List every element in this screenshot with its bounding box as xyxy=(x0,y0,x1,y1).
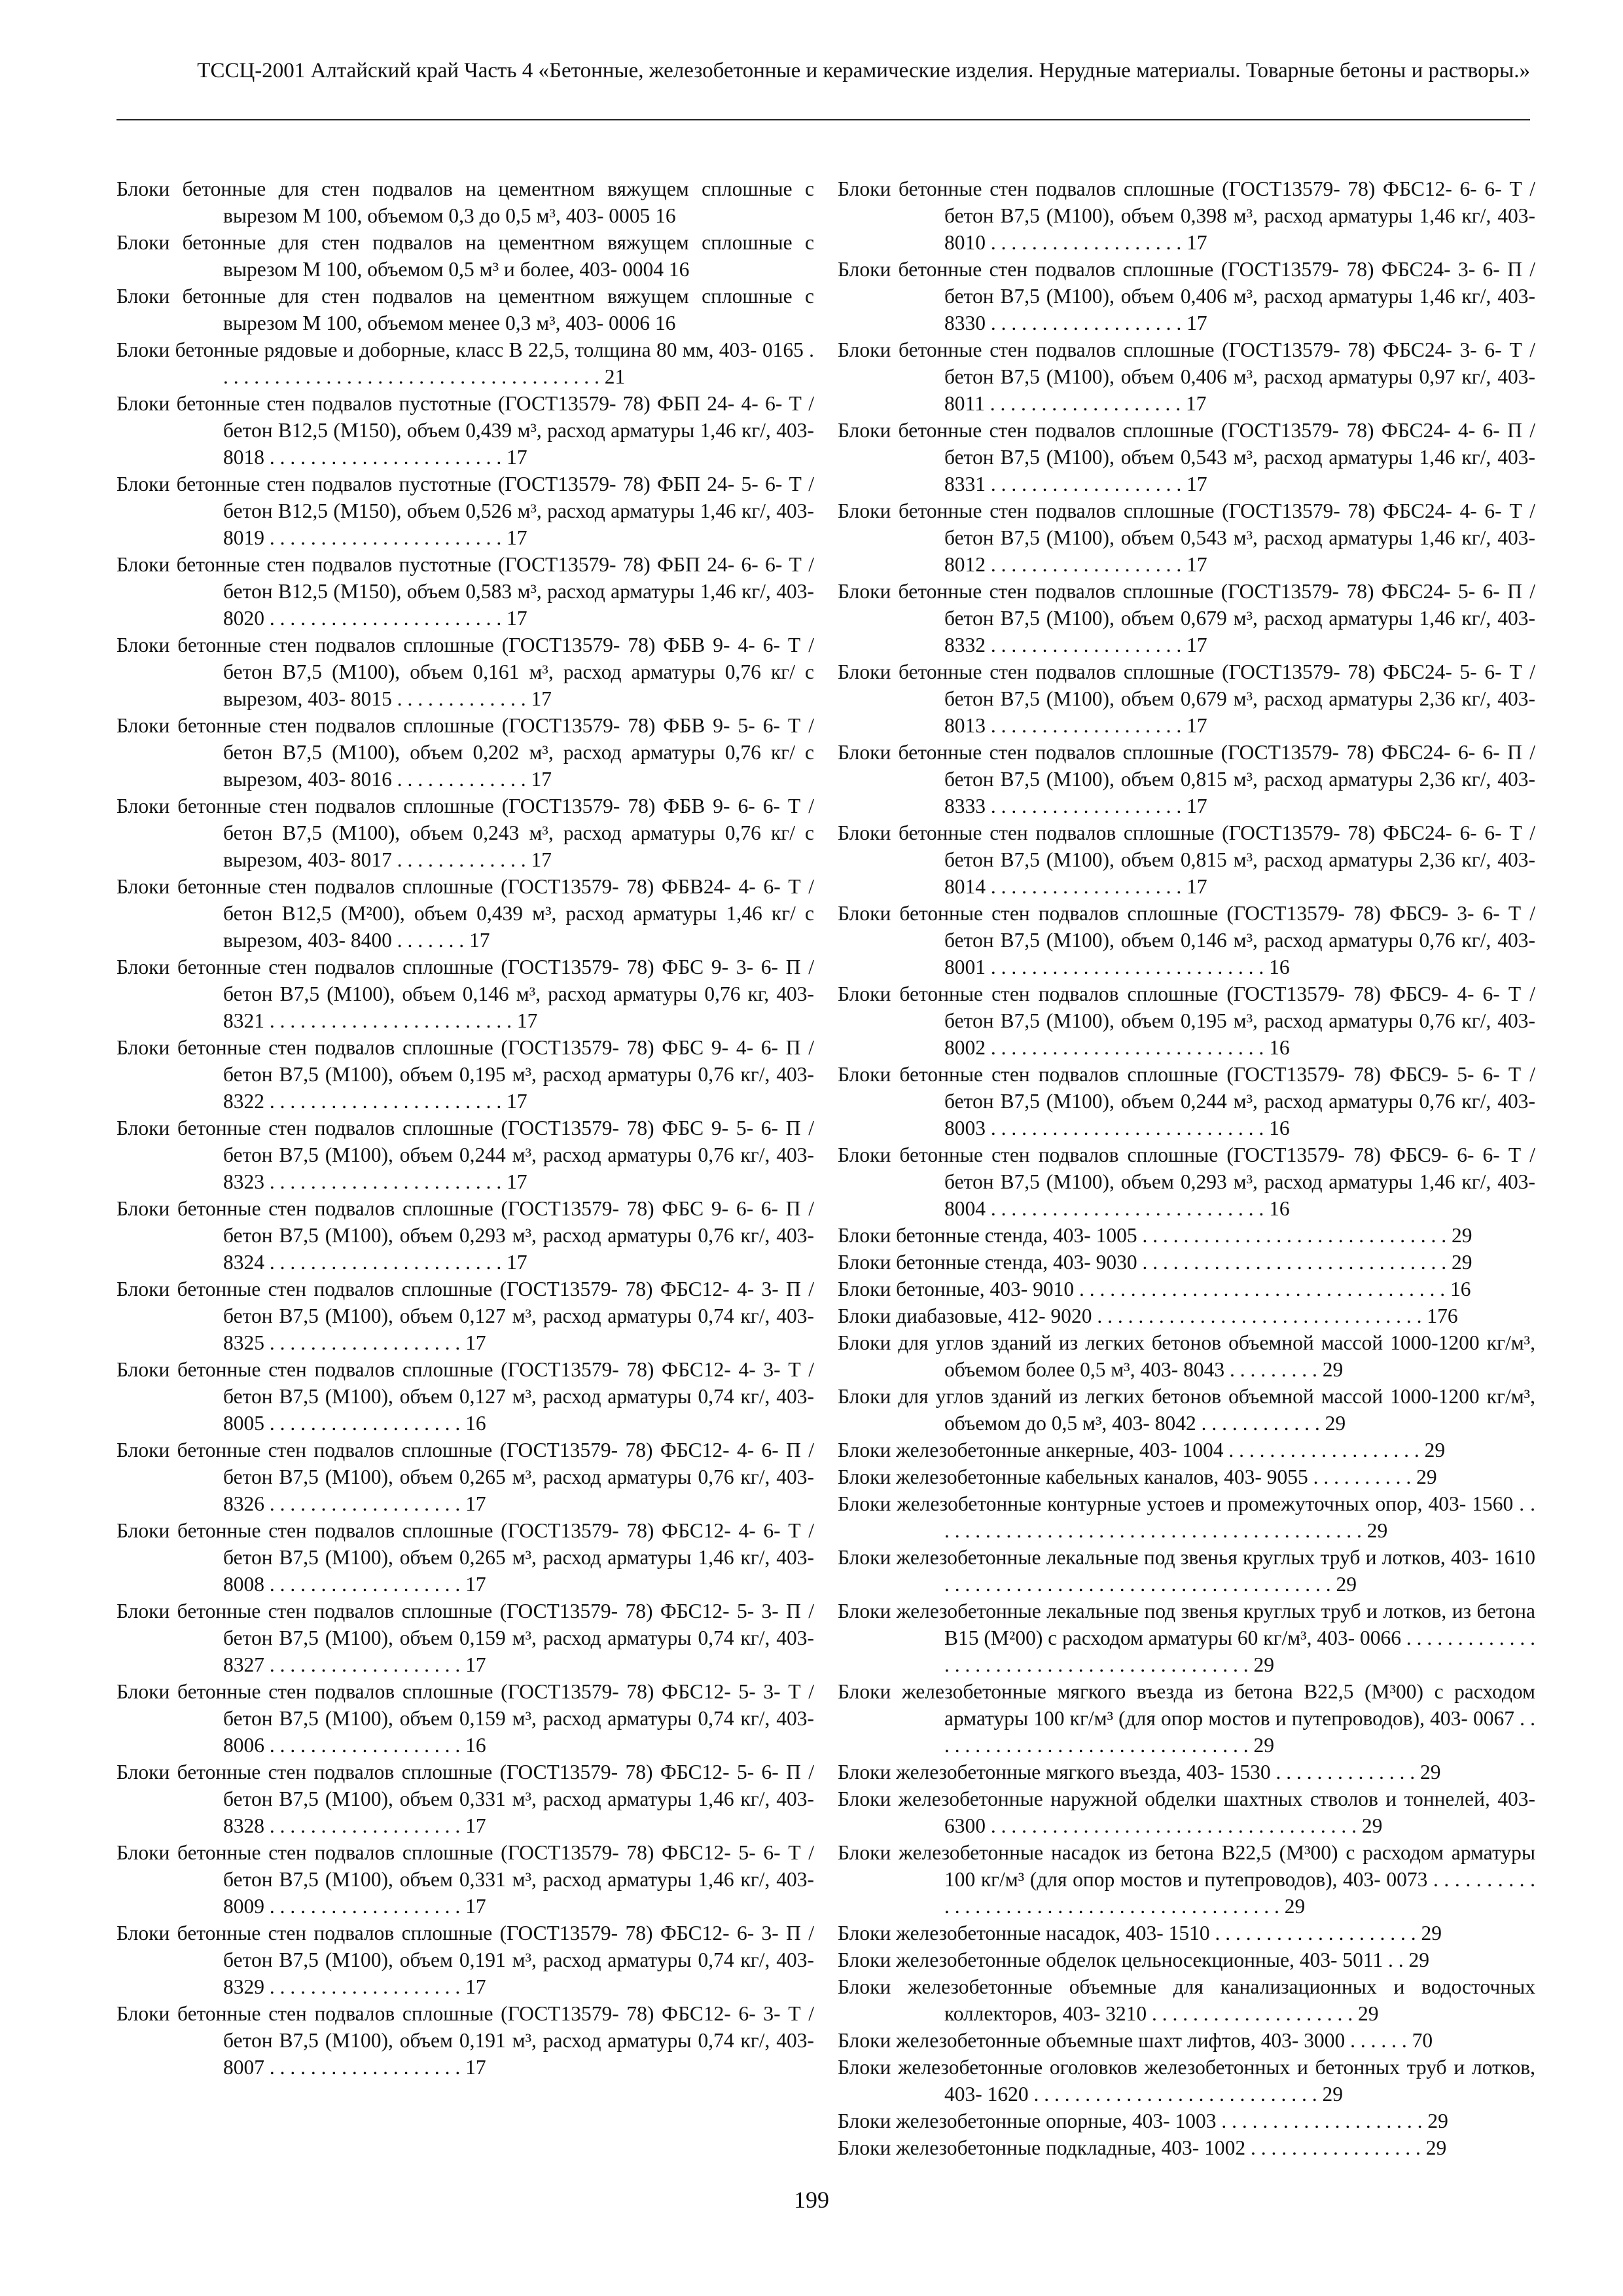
index-entry: Блоки бетонные стен подвалов сплошные (ГОСТ13579- 78) ФБС12- 4- 6- П /бетон В7,5 (М100), объем 0,265 м³, расход арматуры 0,76 кг/, 403- 8326 . . . . . . . . . . . . . . . . . . . 17 xyxy=(116,1439,814,1515)
index-entry: Блоки железобетонные оголовков железобетонных и бетонных труб и лотков, 403- 1620 . . . . . . . . . . . . . . . . . . . . . . . . . . . . 29 xyxy=(838,2056,1535,2106)
index-entry: Блоки бетонные стен подвалов сплошные (ГОСТ13579- 78) ФБВ 9- 4- 6- Т /бетон В7,5 (М100), объем 0,161 м³, расход арматуры 0,76 кг/ с вырезом, 403- 8015 . . . . . . . . . . . . . 17 xyxy=(116,634,814,710)
index-entry: Блоки бетонные, 403- 9010 . . . . . . . . . . . . . . . . . . . . . . . . . . . . . . . . . . . . 16 xyxy=(838,1278,1471,1300)
index-entry: Блоки бетонные стен подвалов пустотные (ГОСТ13579- 78) ФБП 24- 5- 6- Т /бетон В12,5 (М150), объем 0,526 м³, расход арматуры 1,46 кг/, 403- 8019 . . . . . . . . . . . . . . . . . . . . . . . 17 xyxy=(116,473,814,549)
index-column-left xyxy=(116,175,814,2081)
page-number: 199 xyxy=(794,2187,829,2213)
index-entry: Блоки бетонные стен подвалов сплошные (ГОСТ13579- 78) ФБС12- 5- 3- П /бетон В7,5 (М100), объем 0,159 м³, расход арматуры 0,74 кг/, 403- 8327 . . . . . . . . . . . . . . . . . . . 17 xyxy=(116,1600,814,1676)
index-entry: Блоки железобетонные объемные для канализационных и водосточных коллекторов, 403- 3210 . . . . . . . . . . . . . . . . . . . . 29 xyxy=(838,1975,1535,2025)
index-entry: Блоки бетонные стен подвалов сплошные (ГОСТ13579- 78) ФБС12- 4- 3- Т /бетон В7,5 (М100), объем 0,127 м³, расход арматуры 0,74 кг/, 403- 8005 . . . . . . . . . . . . . . . . . . . 16 xyxy=(116,1358,814,1435)
index-entry: Блоки железобетонные насадок из бетона В22,5 (М³00) с расходом арматуры 100 кг/м³ (для опор мостов и путепроводов), 403- 0073 . . . . . . . . . . . . . . . . . . . . . . . . . . . . . . . . . . . . . . . . . . . 29 xyxy=(838,1841,1535,1918)
index-entry: Блоки бетонные стен подвалов сплошные (ГОСТ13579- 78) ФБС12- 4- 3- П /бетон В7,5 (М100), объем 0,127 м³, расход арматуры 0,74 кг/, 403- 8325 . . . . . . . . . . . . . . . . . . . 17 xyxy=(116,1278,814,1354)
index-entry: Блоки бетонные стен подвалов сплошные (ГОСТ13579- 78) ФБС9- 5- 6- Т /бетон В7,5 (М100), объем 0,244 м³, расход арматуры 0,76 кг/, 403- 8003 . . . . . . . . . . . . . . . . . . . . . . . . . . . 16 xyxy=(838,1063,1535,1139)
index-entry: Блоки бетонные для стен подвалов на цементном вяжущем сплошные с вырезом М 100, объемом менее 0,3 м³, 403- 0006 16 xyxy=(116,285,814,334)
index-entry: Блоки бетонные стен подвалов сплошные (ГОСТ13579- 78) ФБС 9- 5- 6- П /бетон В7,5 (М100), объем 0,244 м³, расход арматуры 0,76 кг/, 403- 8323 . . . . . . . . . . . . . . . . . . . . . . . 17 xyxy=(116,1117,814,1193)
index-entry: Блоки железобетонные мягкого въезда из бетона В22,5 (М³00) с расходом арматуры 100 кг/м³ (для опор мостов и путепроводов), 403- 0067 . . . . . . . . . . . . . . . . . . . . . . . . . . . . . . . . 29 xyxy=(838,1680,1535,1757)
index-entry: Блоки железобетонные анкерные, 403- 1004 . . . . . . . . . . . . . . . . . . . 29 xyxy=(838,1439,1446,1462)
index-entry: Блоки бетонные стен подвалов сплошные (ГОСТ13579- 78) ФБС24- 4- 6- П /бетон В7,5 (М100), объем 0,543 м³, расход арматуры 1,46 кг/, 403- 8331 . . . . . . . . . . . . . . . . . . . 17 xyxy=(838,419,1535,495)
index-entry: Блоки бетонные стен подвалов сплошные (ГОСТ13579- 78) ФБС24- 6- 6- Т /бетон В7,5 (М100), объем 0,815 м³, расход арматуры 2,36 кг/, 403- 8014 . . . . . . . . . . . . . . . . . . . 17 xyxy=(838,821,1535,898)
index-entry: Блоки бетонные стен подвалов сплошные (ГОСТ13579- 78) ФБС 9- 6- 6- П /бетон В7,5 (М100), объем 0,293 м³, расход арматуры 0,76 кг/, 403- 8324 . . . . . . . . . . . . . . . . . . . . . . . 17 xyxy=(116,1197,814,1274)
index-entry: Блоки диабазовые, 412- 9020 . . . . . . . . . . . . . . . . . . . . . . . . . . . . . . . . 176 xyxy=(838,1304,1458,1327)
index-entry: Блоки для углов зданий из легких бетонов объемной массой 1000-1200 кг/м³, объемом до 0,5 м³, 403- 8042 . . . . . . . . . . . . 29 xyxy=(838,1385,1535,1435)
index-entry: Блоки бетонные для стен подвалов на цементном вяжущем сплошные с вырезом М 100, объемом 0,3 до 0,5 м³, 403- 0005 16 xyxy=(116,177,814,227)
index-entry: Блоки бетонные стен подвалов сплошные (ГОСТ13579- 78) ФБС12- 6- 6- Т /бетон В7,5 (М100), объем 0,398 м³, расход арматуры 1,46 кг/, 403- 8010 . . . . . . . . . . . . . . . . . . . 17 xyxy=(838,177,1535,254)
index-entry: Блоки железобетонные мягкого въезда, 403- 1530 . . . . . . . . . . . . . . 29 xyxy=(838,1761,1441,1784)
index-entry: Блоки железобетонные насадок, 403- 1510 . . . . . . . . . . . . . . . . . . . . 29 xyxy=(838,1922,1442,1945)
index-entry: Блоки бетонные стен подвалов пустотные (ГОСТ13579- 78) ФБП 24- 4- 6- Т /бетон В12,5 (М150), объем 0,439 м³, расход арматуры 1,46 кг/, 403- 8018 . . . . . . . . . . . . . . . . . . . . . . . 17 xyxy=(116,392,814,469)
index-entry: Блоки для углов зданий из легких бетонов объемной массой 1000-1200 кг/м³, объемом более 0,5 м³, 403- 8043 . . . . . . . . . 29 xyxy=(838,1331,1535,1381)
index-entry: Блоки бетонные стенда, 403- 1005 . . . . . . . . . . . . . . . . . . . . . . . . . . . . . . 29 xyxy=(838,1224,1472,1247)
index-entry: Блоки бетонные стен подвалов сплошные (ГОСТ13579- 78) ФБС24- 5- 6- Т /бетон В7,5 (М100), объем 0,679 м³, расход арматуры 2,36 кг/, 403- 8013 . . . . . . . . . . . . . . . . . . . 17 xyxy=(838,660,1535,737)
index-entry: Блоки бетонные стен подвалов сплошные (ГОСТ13579- 78) ФБС9- 6- 6- Т /бетон В7,5 (М100), объем 0,293 м³, расход арматуры 1,46 кг/, 403- 8004 . . . . . . . . . . . . . . . . . . . . . . . . . . . 16 xyxy=(838,1143,1535,1220)
index-entry: Блоки бетонные стен подвалов сплошные (ГОСТ13579- 78) ФБВ 9- 6- 6- Т /бетон В7,5 (М100), объем 0,243 м³, расход арматуры 0,76 кг/ с вырезом, 403- 8017 . . . . . . . . . . . . . 17 xyxy=(116,795,814,871)
index-entry: Блоки бетонные стен подвалов сплошные (ГОСТ13579- 78) ФБС12- 5- 6- П /бетон В7,5 (М100), объем 0,331 м³, расход арматуры 1,46 кг/, 403- 8328 . . . . . . . . . . . . . . . . . . . 17 xyxy=(116,1761,814,1837)
index-entry: Блоки бетонные стен подвалов сплошные (ГОСТ13579- 78) ФБС 9- 3- 6- П /бетон В7,5 (М100), объем 0,146 м³, расход арматуры 0,76 кг, 403- 8321 . . . . . . . . . . . . . . . . . . . . . . . . 17 xyxy=(116,956,814,1032)
index-column-right xyxy=(838,175,1535,2161)
header-divider xyxy=(116,119,1530,120)
index-entry: Блоки бетонные стен подвалов сплошные (ГОСТ13579- 78) ФБС12- 5- 3- Т /бетон В7,5 (М100), объем 0,159 м³, расход арматуры 0,74 кг/, 403- 8006 . . . . . . . . . . . . . . . . . . . 16 xyxy=(116,1680,814,1757)
index-entry: Блоки бетонные стен подвалов сплошные (ГОСТ13579- 78) ФБС12- 6- 3- Т /бетон В7,5 (М100), объем 0,191 м³, расход арматуры 0,74 кг/, 403- 8007 . . . . . . . . . . . . . . . . . . . 17 xyxy=(116,2002,814,2079)
index-entry: Блоки бетонные стен подвалов сплошные (ГОСТ13579- 78) ФБС24- 6- 6- П /бетон В7,5 (М100), объем 0,815 м³, расход арматуры 2,36 кг/, 403- 8333 . . . . . . . . . . . . . . . . . . . 17 xyxy=(838,741,1535,817)
index-entry: Блоки железобетонные лекальные под звенья круглых труб и лотков, 403- 1610 . . . . . . . . . . . . . . . . . . . . . . . . . . . . . . . . . . . . . . 29 xyxy=(838,1546,1535,1596)
index-entry: Блоки железобетонные кабельных каналов, 403- 9055 . . . . . . . . . . 29 xyxy=(838,1465,1437,1488)
index-entry: Блоки бетонные стен подвалов сплошные (ГОСТ13579- 78) ФБВ 9- 5- 6- Т /бетон В7,5 (М100), объем 0,202 м³, расход арматуры 0,76 кг/ с вырезом, 403- 8016 . . . . . . . . . . . . . 17 xyxy=(116,714,814,791)
index-entry: Блоки железобетонные контурные устоев и промежуточных опор, 403- 1560 . . . . . . . . . . . . . . . . . . . . . . . . . . . . . . . . . . . . . . . . . . . 29 xyxy=(838,1492,1535,1542)
index-entry: Блоки железобетонные наружной обделки шахтных стволов и тоннелей, 403- 6300 . . . . . . . . . . . . . . . . . . . . . . . . . . . . . . . . . . . . 29 xyxy=(838,1787,1535,1837)
index-entry: Блоки бетонные стен подвалов сплошные (ГОСТ13579- 78) ФБС9- 3- 6- Т /бетон В7,5 (М100), объем 0,146 м³, расход арматуры 0,76 кг/, 403- 8001 . . . . . . . . . . . . . . . . . . . . . . . . . . . 16 xyxy=(838,902,1535,978)
index-entry: Блоки бетонные стен подвалов сплошные (ГОСТ13579- 78) ФБС24- 3- 6- Т /бетон В7,5 (М100), объем 0,406 м³, расход арматуры 0,97 кг/, 403- 8011 . . . . . . . . . . . . . . . . . . . 17 xyxy=(838,338,1535,415)
index-entry: Блоки бетонные рядовые и доборные, класс В 22,5, толщина 80 мм, 403- 0165 . . . . . . . . . . . . . . . . . . . . . . . . . . . . . . . . . . . . . . 21 xyxy=(116,338,814,388)
index-entry: Блоки бетонные стен подвалов сплошные (ГОСТ13579- 78) ФБВ24- 4- 6- Т /бетон В12,5 (М²00), объем 0,439 м³, расход арматуры 1,46 кг/ с вырезом, 403- 8400 . . . . . . . 17 xyxy=(116,875,814,952)
index-entry: Блоки бетонные для стен подвалов на цементном вяжущем сплошные с вырезом М 100, объемом 0,5 м³ и более, 403- 0004 16 xyxy=(116,231,814,281)
index-entry: Блоки железобетонные лекальные под звенья круглых труб и лотков, из бетона В15 (М²00) с расходом арматуры 60 кг/м³, 403- 0066 . . . . . . . . . . . . . . . . . . . . . . . . . . . . . . . . . . . . . . . . . . . 29 xyxy=(838,1600,1535,1676)
page-header: ТССЦ-2001 Алтайский край Часть 4 «Бетонные, железобетонные и керамические изделия. Нерудные материалы. Товарные бетоны и растворы.» xyxy=(197,59,1530,82)
index-entry: Блоки бетонные стенда, 403- 9030 . . . . . . . . . . . . . . . . . . . . . . . . . . . . . . 29 xyxy=(838,1251,1472,1274)
index-entry: Блоки бетонные стен подвалов сплошные (ГОСТ13579- 78) ФБС12- 6- 3- П /бетон В7,5 (М100), объем 0,191 м³, расход арматуры 0,74 кг/, 403- 8329 . . . . . . . . . . . . . . . . . . . 17 xyxy=(116,1922,814,1998)
index-entry: Блоки железобетонные объемные шахт лифтов, 403- 3000 . . . . . . 70 xyxy=(838,2029,1433,2052)
index-entry: Блоки железобетонные опорные, 403- 1003 . . . . . . . . . . . . . . . . . . . . 29 xyxy=(838,2109,1448,2132)
index-entry: Блоки бетонные стен подвалов сплошные (ГОСТ13579- 78) ФБС12- 5- 6- Т /бетон В7,5 (М100), объем 0,331 м³, расход арматуры 1,46 кг/, 403- 8009 . . . . . . . . . . . . . . . . . . . 17 xyxy=(116,1841,814,1918)
index-entry: Блоки бетонные стен подвалов сплошные (ГОСТ13579- 78) ФБС24- 4- 6- Т /бетон В7,5 (М100), объем 0,543 м³, расход арматуры 1,46 кг/, 403- 8012 . . . . . . . . . . . . . . . . . . . 17 xyxy=(838,499,1535,576)
index-entry: Блоки бетонные стен подвалов сплошные (ГОСТ13579- 78) ФБС 9- 4- 6- П /бетон В7,5 (М100), объем 0,195 м³, расход арматуры 0,76 кг/, 403- 8322 . . . . . . . . . . . . . . . . . . . . . . . 17 xyxy=(116,1036,814,1113)
index-entry: Блоки бетонные стен подвалов сплошные (ГОСТ13579- 78) ФБС9- 4- 6- Т /бетон В7,5 (М100), объем 0,195 м³, расход арматуры 0,76 кг/, 403- 8002 . . . . . . . . . . . . . . . . . . . . . . . . . . . 16 xyxy=(838,982,1535,1059)
index-entry: Блоки бетонные стен подвалов сплошные (ГОСТ13579- 78) ФБС24- 5- 6- П /бетон В7,5 (М100), объем 0,679 м³, расход арматуры 1,46 кг/, 403- 8332 . . . . . . . . . . . . . . . . . . . 17 xyxy=(838,580,1535,656)
index-entry: Блоки железобетонные подкладные, 403- 1002 . . . . . . . . . . . . . . . . . 29 xyxy=(838,2136,1447,2159)
index-entry: Блоки бетонные стен подвалов сплошные (ГОСТ13579- 78) ФБС12- 4- 6- Т /бетон В7,5 (М100), объем 0,265 м³, расход арматуры 1,46 кг/, 403- 8008 . . . . . . . . . . . . . . . . . . . 17 xyxy=(116,1519,814,1596)
index-entry: Блоки бетонные стен подвалов пустотные (ГОСТ13579- 78) ФБП 24- 6- 6- Т /бетон В12,5 (М150), объем 0,583 м³, расход арматуры 1,46 кг/, 403- 8020 . . . . . . . . . . . . . . . . . . . . . . . 17 xyxy=(116,553,814,630)
index-entry: Блоки железобетонные обделок цельносекционные, 403- 5011 . . 29 xyxy=(838,1948,1430,1971)
index-entry: Блоки бетонные стен подвалов сплошные (ГОСТ13579- 78) ФБС24- 3- 6- П /бетон В7,5 (М100), объем 0,406 м³, расход арматуры 1,46 кг/, 403- 8330 . . . . . . . . . . . . . . . . . . . 17 xyxy=(838,258,1535,334)
